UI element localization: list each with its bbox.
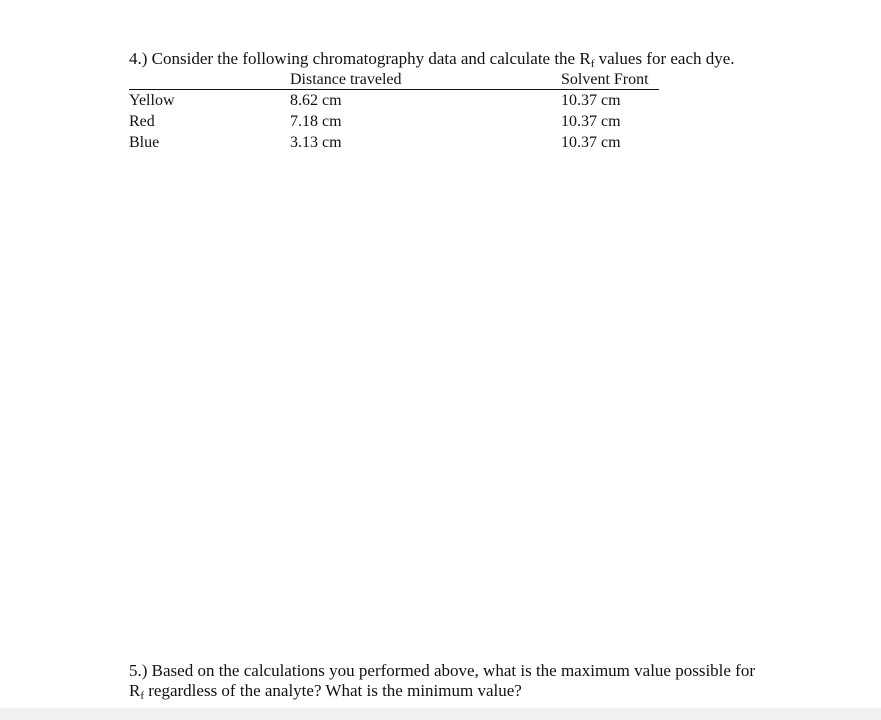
question-5-rf-subscript: f xyxy=(140,690,145,702)
question-4-suffix: values for each dye. xyxy=(594,49,735,68)
row-blue-dye: Blue xyxy=(129,134,160,151)
question-5-line-2 xyxy=(129,681,755,701)
header-solvent-front: Solvent Front xyxy=(561,71,649,88)
header-distance-traveled: Distance traveled xyxy=(290,71,402,88)
row-blue-distance: 3.13 cm xyxy=(290,134,342,151)
row-yellow-dye: Yellow xyxy=(129,92,175,109)
viewer-bottom-strip xyxy=(0,708,881,720)
row-yellow-distance: 8.62 cm xyxy=(290,92,342,109)
table-header-rule xyxy=(129,89,659,90)
row-red-dye: Red xyxy=(129,113,155,130)
question-5 xyxy=(129,661,755,701)
question-5-rf: R xyxy=(129,681,141,700)
row-red-solvent: 10.37 cm xyxy=(561,113,621,130)
row-red-distance: 7.18 cm xyxy=(290,113,342,130)
rf-subscript: f xyxy=(590,58,595,70)
question-5-line-2-suffix: regardless of the analyte? What is the minimum value? xyxy=(144,681,522,700)
question-4-prefix: 4.) Consider the following chromatography data and calculate the R xyxy=(129,49,591,68)
question-5-line-1: 5.) Based on the calculations you performed above, what is the maximum value possible for xyxy=(129,661,756,680)
row-yellow-solvent: 10.37 cm xyxy=(561,92,621,109)
row-blue-solvent: 10.37 cm xyxy=(561,134,621,151)
question-4 xyxy=(129,49,735,69)
